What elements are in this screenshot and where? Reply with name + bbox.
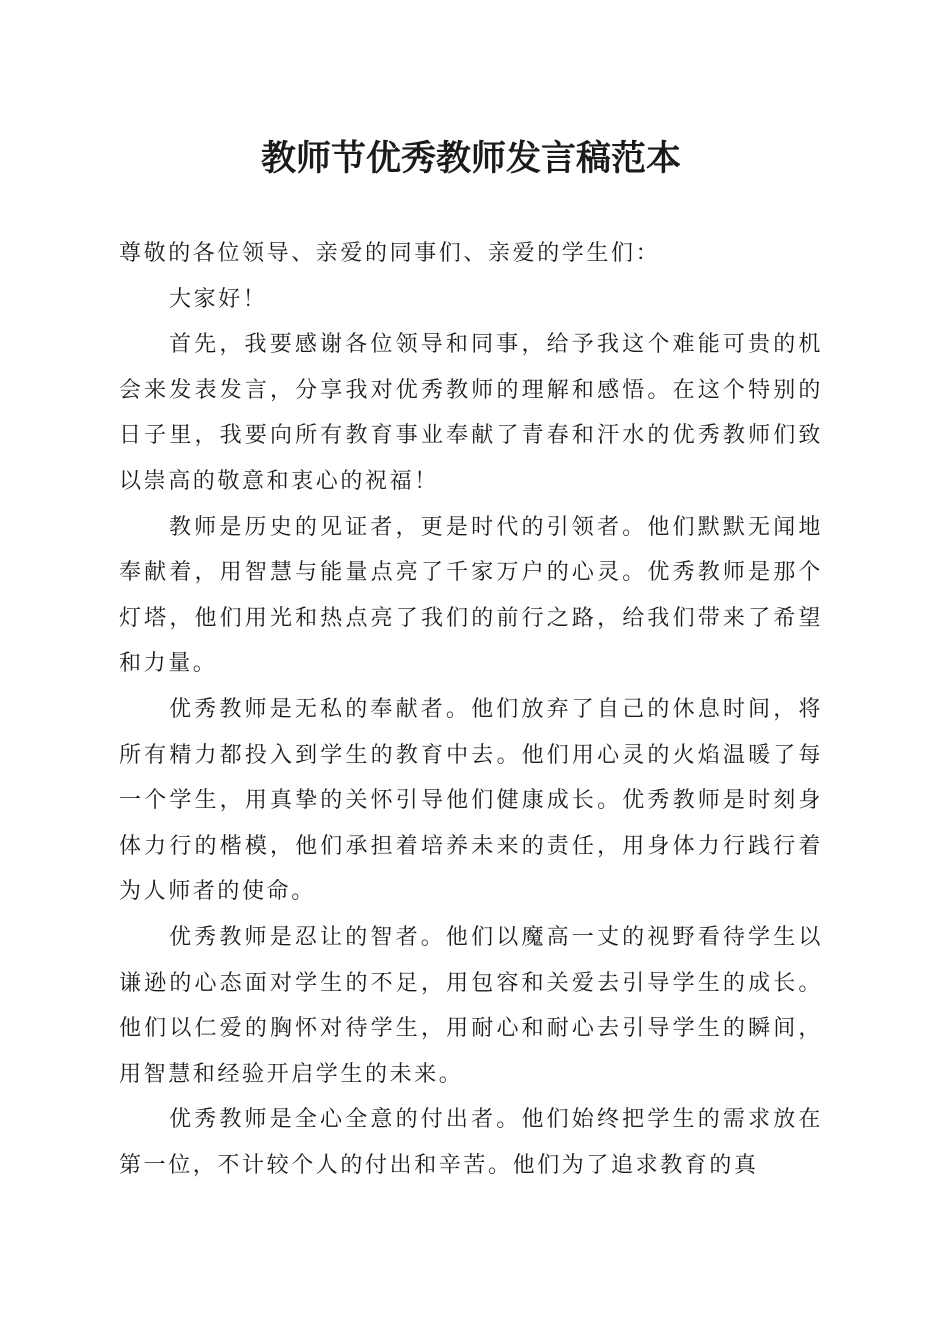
document-title: 教师节优秀教师发言稿范本 (260, 138, 681, 179)
paragraph-devotion: 优秀教师是无私的奉献者。他们放弃了自己的休息时间，将所有精力都投入到学生的教育中去。他们用心灵的火焰温暖了每一个学生，用真挚的关怀引导他们健康成长。优秀教师是时刻身体力行的楷模，他们承担着培养未来的责任，用身体力行践行着为人师者的使命。 (119, 696, 823, 905)
salutation: 尊敬的各位领导、亲爱的同事们、亲爱的学生们： (119, 241, 661, 266)
document-body (119, 231, 823, 1188)
paragraph-dedication: 优秀教师是全心全意的付出者。他们始终把学生的需求放在第一位，不计较个人的付出和辛苦。他们为了追求教育的真 (119, 1107, 823, 1178)
paragraph-witness: 教师是历史的见证者，更是时代的引领者。他们默默无闻地奉献着，用智慧与能量点亮了千家万户的心灵。优秀教师是那个灯塔，他们用光和热点亮了我们的前行之路，给我们带来了希望和力量。 (119, 514, 823, 677)
paragraph-thanks: 首先，我要感谢各位领导和同事，给予我这个难能可贵的机会来发表发言，分享我对优秀教师的理解和感悟。在这个特别的日子里，我要向所有教育事业奉献了青春和汗水的优秀教师们致以崇高的敬意和衷心的祝福！ (119, 332, 823, 494)
paragraph-wisdom: 优秀教师是忍让的智者。他们以魔高一丈的视野看待学生以谦逊的心态面对学生的不足，用包容和关爱去引导学生的成长。他们以仁爱的胸怀对待学生，用耐心和耐心去引导学生的瞬间，用智慧和经验开启学生的未来。 (119, 924, 823, 1087)
paragraph-greeting: 大家好！ (169, 286, 268, 312)
